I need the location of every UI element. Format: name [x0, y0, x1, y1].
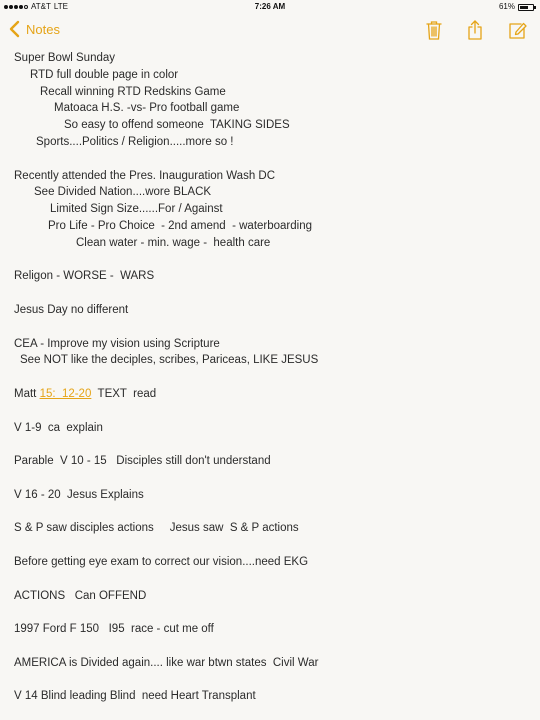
- note-line: Recently attended the Pres. Inauguration Wash DC: [14, 169, 276, 182]
- note-line: Super Bowl Sunday: [14, 52, 116, 64]
- note-line: V 1-9 ca explain: [14, 421, 103, 434]
- note-line: V 14 Blind leading Blind need Heart Transplant: [14, 690, 256, 703]
- back-button[interactable]: [8, 20, 60, 38]
- network-label: LTE: [53, 2, 68, 11]
- note-line: [14, 151, 530, 168]
- note-line: [14, 638, 530, 655]
- clock: 7:26 AM: [254, 2, 286, 11]
- note-line: Pro Life - Pro Choice - 2nd amend - waterboarding: [48, 219, 312, 232]
- share-icon: [465, 19, 485, 41]
- note-line: Parable V 10 - 15 Disciples still don't understand: [14, 455, 271, 468]
- note-line: See Divided Nation....wore BLACK: [34, 186, 212, 199]
- note-line-text: TEXT read: [91, 387, 157, 400]
- note-line: Clean water - min. wage - health care: [76, 236, 271, 249]
- delete-button[interactable]: [424, 19, 444, 41]
- compose-button[interactable]: [507, 19, 527, 41]
- note-line: [14, 470, 530, 487]
- note-line: [14, 504, 530, 521]
- note-line: AMERICA is Divided again.... like war btwn states Civil War: [14, 656, 319, 669]
- status-bar: [0, 0, 540, 14]
- compose-icon: [507, 19, 527, 41]
- note-line: See NOT like the deciples, scribes, Pariceas, LIKE JESUS: [20, 354, 319, 367]
- note-line: S & P saw disciples actions Jesus saw S & P actions: [14, 522, 299, 535]
- note-line: [14, 403, 530, 420]
- note-line-text: Matt: [14, 387, 40, 400]
- note-line: [14, 604, 530, 621]
- note-line: Sports....Politics / Religion.....more so !: [36, 135, 234, 148]
- navigation-bar: [0, 14, 540, 46]
- note-line: Jesus Day no different: [14, 303, 129, 316]
- share-button[interactable]: [465, 19, 485, 41]
- note-line: CEA - Improve my vision using Scripture: [14, 337, 220, 350]
- note-line: Limited Sign Size......For / Against: [50, 203, 223, 216]
- back-label: Notes: [26, 21, 60, 37]
- note-line: Before getting eye exam to correct our vision....need EKG: [14, 555, 309, 568]
- note-body[interactable]: [14, 50, 530, 705]
- note-line: [14, 386, 530, 403]
- note-line: [14, 252, 530, 269]
- carrier-label: AT&T: [31, 2, 51, 11]
- note-line: Religon - WORSE - WARS: [14, 270, 155, 283]
- chevron-left-icon: [8, 20, 22, 38]
- note-line: [14, 436, 530, 453]
- note-line: Recall winning RTD Redskins Game: [40, 85, 226, 98]
- note-line: Matoaca H.S. -vs- Pro football game: [54, 102, 240, 115]
- battery-percent: 61%: [498, 2, 515, 11]
- note-line: So easy to offend someone TAKING SIDES: [64, 119, 290, 132]
- note-line: [14, 537, 530, 554]
- note-line: ACTIONS Can OFFEND: [14, 589, 147, 602]
- battery-icon: [518, 4, 534, 11]
- status-right: [499, 0, 534, 14]
- trash-icon: [424, 19, 444, 41]
- note-line: [14, 369, 530, 386]
- note-line: 1997 Ford F 150 I95 race - cut me off: [14, 623, 214, 636]
- scripture-link[interactable]: 15: 12-20: [39, 387, 92, 400]
- note-line: [14, 319, 530, 336]
- note-line: V 16 - 20 Jesus Explains: [14, 488, 144, 501]
- note-line: [14, 571, 530, 588]
- note-line: RTD full double page in color: [30, 68, 179, 81]
- note-line: [14, 285, 530, 302]
- note-line: [14, 671, 530, 688]
